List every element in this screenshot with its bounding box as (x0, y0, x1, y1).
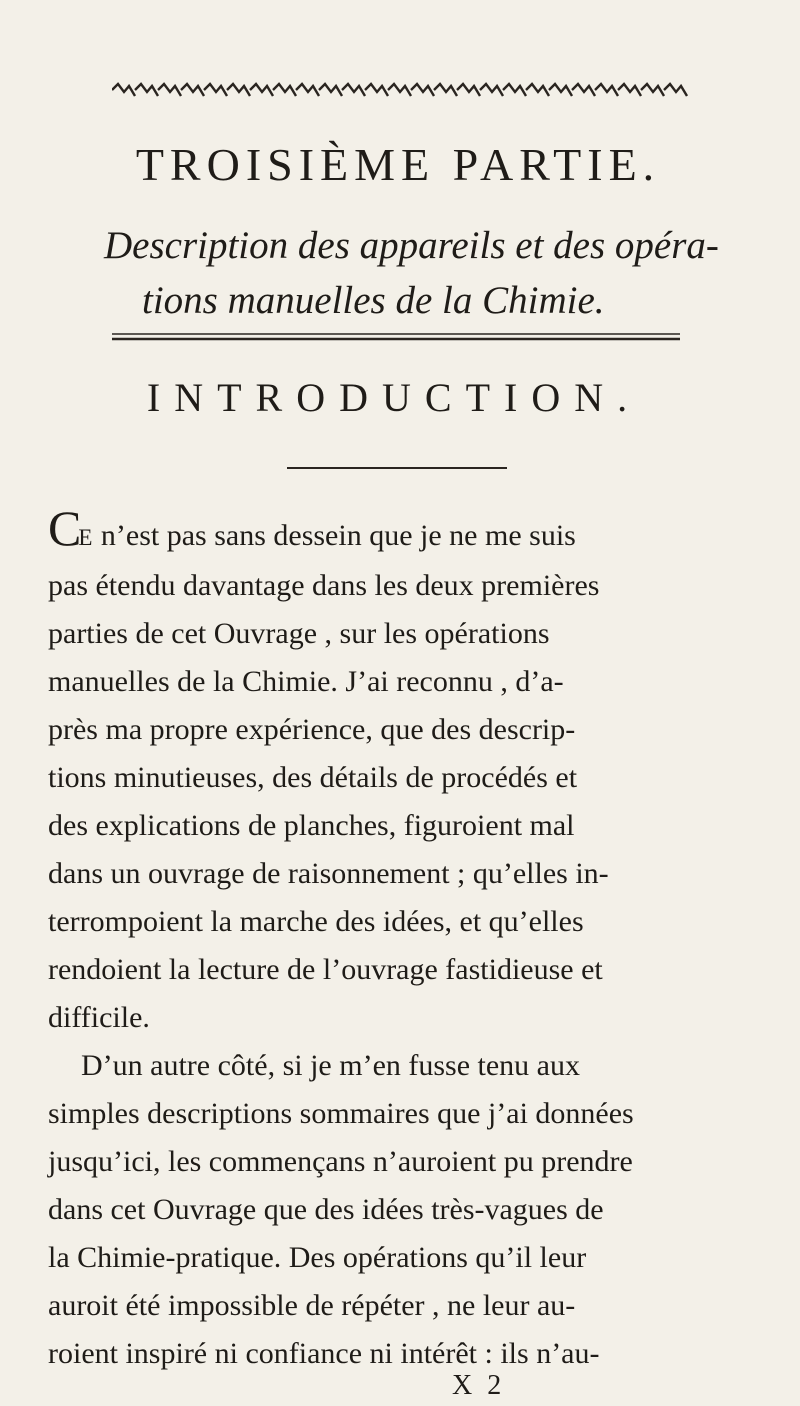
paragraph-1-line: difficile. (48, 1001, 150, 1034)
double-rule-divider (112, 332, 680, 342)
line-text: n’est pas sans dessein que je ne me suis (93, 519, 576, 552)
paragraph-1-line-1 (48, 500, 768, 562)
paragraph-2-line: roient inspiré ni confiance ni intérêt : ils n’au- (48, 1337, 600, 1370)
section-title: INTRODUCTION. (146, 375, 642, 420)
decorative-ornament-band (112, 78, 702, 110)
paragraph-1-line: manuelles de la Chimie. J’ai reconnu , d’a- (48, 665, 564, 698)
paragraph-2-line: D’un autre côté, si je m’en fusse tenu aux (81, 1049, 580, 1082)
paragraph-2-line: la Chimie-pratique. Des opérations qu’il leur (48, 1241, 587, 1274)
paragraph-1-line: parties de cet Ouvrage , sur les opérations (48, 617, 550, 650)
single-rule-divider (287, 466, 507, 470)
part-title: TROISIÈME PARTIE. (135, 139, 661, 190)
paragraph-2-line: simples descriptions sommaires que j’ai données (48, 1097, 634, 1130)
paragraph-2-line: auroit été impossible de répéter , ne leur au- (48, 1289, 576, 1322)
paragraph-1-line: rendoient la lecture de l’ouvrage fastidieuse et (48, 953, 603, 986)
small-caps-letter: E (78, 525, 94, 550)
body-text (48, 500, 768, 1378)
part-subtitle (104, 218, 744, 328)
paragraph-1-line: des explications de planches, figuroient mal (48, 809, 575, 842)
drop-cap: C (48, 500, 79, 556)
paragraph-1-line: dans un ouvrage de raisonnement ; qu’elles in- (48, 857, 609, 890)
paragraph-2-line: dans cet Ouvrage que des idées très-vagues de (48, 1193, 604, 1226)
paragraph-1-line: tions minutieuses, des détails de procédés et (48, 761, 578, 794)
subtitle-line-2: tions manuelles de la Chimie. (142, 279, 605, 322)
subtitle-line-1: Description des appareils et des opéra- (104, 224, 719, 267)
paragraph-2-line: jusqu’ici, les commençans n’auroient pu prendre (48, 1145, 633, 1178)
paragraph-1-line: terrompoient la marche des idées, et qu’elles (48, 905, 584, 938)
paragraph-1-line: pas étendu davantage dans les deux premières (48, 569, 600, 602)
paragraph-1-line: près ma propre expérience, que des descrip- (48, 713, 576, 746)
signature-mark: X 2 (452, 1370, 506, 1401)
